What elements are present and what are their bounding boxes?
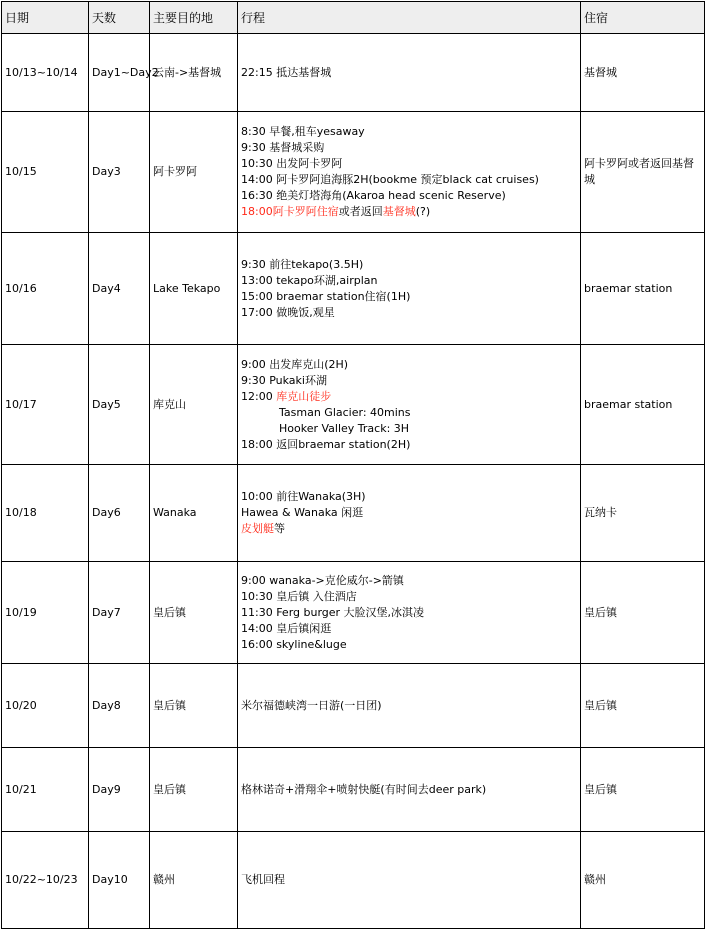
itinerary-line (241, 521, 577, 537)
itinerary-cell (238, 233, 581, 345)
itinerary-line: 18:00 返回braemar station(2H) (241, 437, 411, 451)
itinerary-line (241, 204, 577, 220)
itinerary-line: 9:30 前往tekapo(3.5H) (241, 257, 364, 271)
itinerary-cell (238, 562, 581, 664)
header-itinerary: 行程 (238, 2, 581, 34)
itinerary-line: 16:00 skyline&luge (241, 637, 347, 651)
itinerary-line: 10:00 前往Wanaka(3H) (241, 490, 366, 503)
header-row (2, 2, 705, 34)
accommodation-cell: braemar station (581, 345, 705, 465)
itinerary-line: Tasman Glacier: 40mins (279, 405, 411, 419)
itinerary-cell (238, 465, 581, 562)
date-cell: 10/16 (2, 233, 89, 345)
plain-text: 或者返回 (338, 205, 383, 218)
table-row (2, 465, 705, 562)
itinerary-line: 飞机回程 (241, 873, 285, 886)
date-cell: 10/13~10/14 (2, 34, 89, 112)
highlight-time: 18:00 (241, 205, 273, 218)
table-row (2, 562, 705, 664)
itinerary-line: Hooker Valley Track: 3H (279, 421, 410, 435)
accommodation-cell: 瓦纳卡 (581, 465, 705, 562)
itinerary-cell (238, 748, 581, 832)
header-destination: 主要目的地 (150, 2, 238, 34)
day-cell: Day5 (89, 345, 150, 465)
itinerary-line: 10:30 皇后镇 入住酒店 (241, 589, 357, 603)
table-row (2, 832, 705, 929)
plain-text: 12:00 (241, 389, 277, 403)
itinerary-line: 15:00 braemar station住宿(1H) (241, 289, 411, 303)
highlight-text: 皮划艇 (241, 522, 274, 535)
destination-cell: 皇后镇 (150, 748, 238, 832)
header-accommodation: 住宿 (581, 2, 705, 34)
highlight-text: 库克山徒步 (276, 389, 332, 403)
day-cell: Day8 (89, 664, 150, 748)
itinerary-line: 14:00 阿卡罗阿追海豚2H(bookme 预定black cat cruises) (241, 173, 539, 186)
itinerary-line: 22:15 抵达基督城 (241, 65, 332, 79)
day-cell: Day1~Day2 (89, 34, 150, 112)
itinerary-line: 17:00 做晚饭,观星 (241, 305, 335, 319)
itinerary-line: 米尔福德峡湾一日游(一日团) (241, 698, 382, 712)
date-cell: 10/17 (2, 345, 89, 465)
table-row (2, 345, 705, 465)
accommodation-cell: 基督城 (581, 34, 705, 112)
day-cell: Day3 (89, 112, 150, 233)
itinerary-line: 8:30 早餐,租车yesaway (241, 125, 365, 138)
itinerary-line: 9:30 Pukaki环湖 (241, 373, 327, 387)
table-row (2, 748, 705, 832)
header-date: 日期 (2, 2, 89, 34)
destination-cell: 库克山 (150, 345, 238, 465)
accommodation-cell: 皇后镇 (581, 562, 705, 664)
plain-text: 等 (274, 522, 285, 535)
day-cell: Day10 (89, 832, 150, 929)
accommodation-cell: 皇后镇 (581, 664, 705, 748)
table-row (2, 34, 705, 112)
header-day: 天数 (89, 2, 150, 34)
itinerary-table (1, 1, 705, 929)
itinerary-cell (238, 112, 581, 233)
destination-cell: 皇后镇 (150, 562, 238, 664)
itinerary-line: 格林诺奇+滑翔伞+喷射快艇(有时间去deer park) (241, 782, 487, 796)
itinerary-line: 13:00 tekapo环湖,airplan (241, 273, 378, 287)
table-row (2, 112, 705, 233)
destination-cell: 阿卡罗阿 (150, 112, 238, 233)
highlight-text: 阿卡罗阿住宿 (272, 205, 339, 218)
day-cell: Day6 (89, 465, 150, 562)
itinerary-cell (238, 832, 581, 929)
day-cell: Day4 (89, 233, 150, 345)
day-cell: Day7 (89, 562, 150, 664)
date-cell: 10/20 (2, 664, 89, 748)
itinerary-line (241, 389, 577, 405)
table-row (2, 664, 705, 748)
destination-cell: Lake Tekapo (150, 233, 238, 345)
date-cell: 10/15 (2, 112, 89, 233)
itinerary-line: 11:30 Ferg burger 大脸汉堡,冰淇凌 (241, 605, 425, 619)
itinerary-line: 9:00 出发库克山(2H) (241, 357, 349, 371)
date-cell: 10/19 (2, 562, 89, 664)
destination-cell: 赣州 (150, 832, 238, 929)
destination-cell: 云南->基督城 (150, 34, 238, 112)
plain-text: (?) (415, 205, 431, 218)
date-cell: 10/21 (2, 748, 89, 832)
day-cell: Day9 (89, 748, 150, 832)
itinerary-line: 16:30 绝美灯塔海角(Akaroa head scenic Reserve) (241, 189, 506, 202)
itinerary-line: 9:30 基督城采购 (241, 141, 325, 154)
accommodation-cell: 赣州 (581, 832, 705, 929)
accommodation-cell: 阿卡罗阿或者返回基督城 (581, 112, 705, 233)
itinerary-line: 10:30 出发阿卡罗阿 (241, 157, 343, 170)
accommodation-cell: 皇后镇 (581, 748, 705, 832)
date-cell: 10/22~10/23 (2, 832, 89, 929)
itinerary-line: 14:00 皇后镇闲逛 (241, 621, 332, 635)
accommodation-cell: braemar station (581, 233, 705, 345)
itinerary-cell (238, 34, 581, 112)
highlight-text: 基督城 (382, 205, 416, 218)
date-cell: 10/18 (2, 465, 89, 562)
table-row (2, 233, 705, 345)
destination-cell: 皇后镇 (150, 664, 238, 748)
itinerary-cell (238, 664, 581, 748)
itinerary-cell (238, 345, 581, 465)
itinerary-line: 9:00 wanaka->克伦威尔->箭镇 (241, 573, 404, 587)
destination-cell: Wanaka (150, 465, 238, 562)
itinerary-line: Hawea & Wanaka 闲逛 (241, 506, 364, 519)
